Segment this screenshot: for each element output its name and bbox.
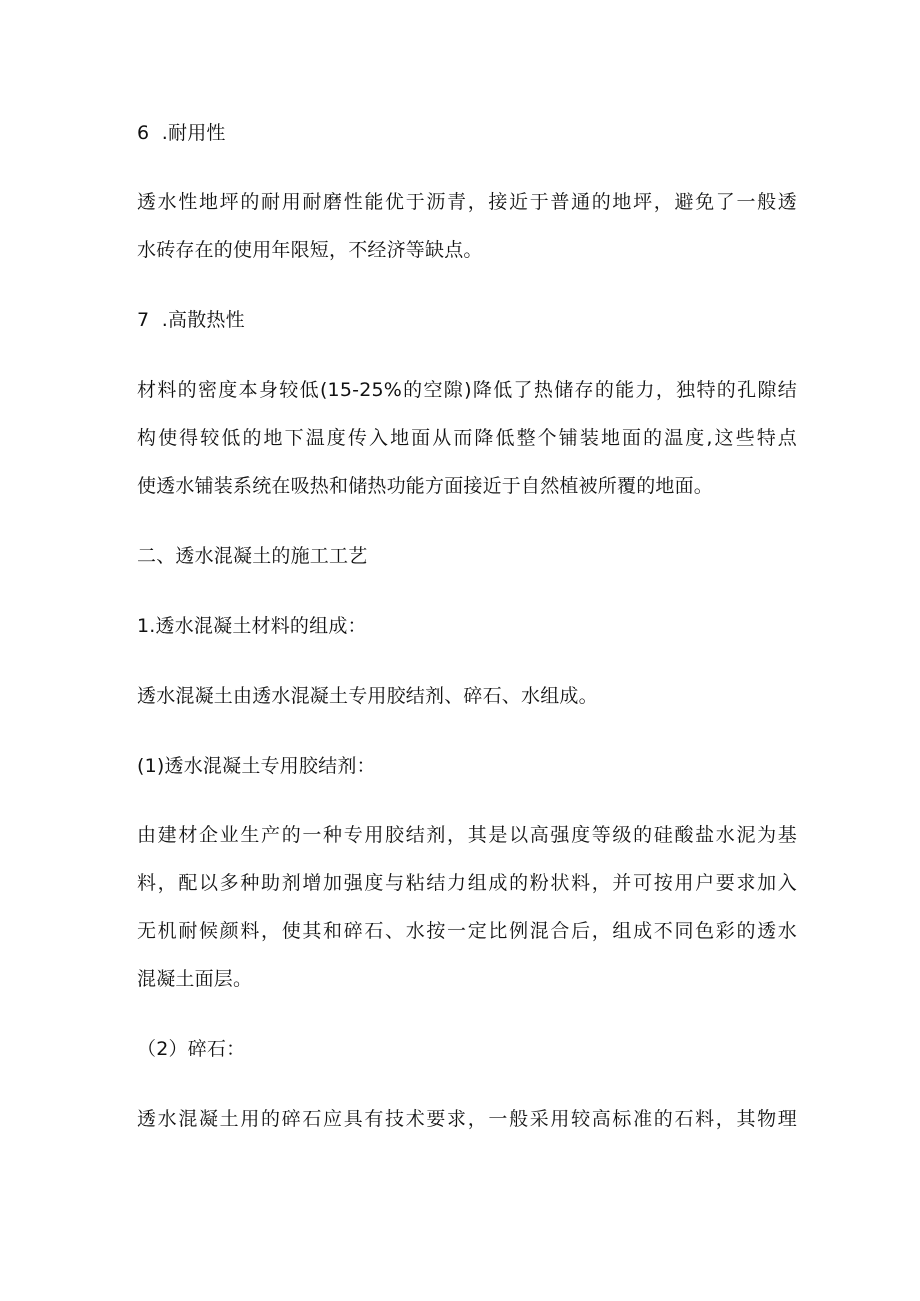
section-6-heading: 6 .耐用性 <box>137 122 226 144</box>
sub-1-body-line-3: 无机耐候颜料，使其和碎石、水按一定比例混合后，组成不同色彩的透水 <box>137 920 797 942</box>
sub-1-body-line-2: 料，配以多种助剂增加强度与粘结力组成的粉状料，并可按用户要求加入 <box>137 872 797 894</box>
item-1-body: 透水混凝土由透水混凝土专用胶结剂、碎石、水组成。 <box>137 685 598 707</box>
section-6-body-line-2: 水砖存在的使用年限短，不经济等缺点。 <box>137 239 483 261</box>
item-1-heading: 1.透水混凝土材料的组成： <box>137 615 367 637</box>
sub-1-body-line-1: 由建材企业生产的一种专用胶结剂，其是以高强度等级的硅酸盐水泥为基 <box>137 824 797 846</box>
sub-2-body-line-1: 透水混凝土用的碎石应具有技术要求，一般采用较高标准的石料，其物理 <box>137 1108 797 1130</box>
section-6-body-line-1: 透水性地坪的耐用耐磨性能优于沥青，接近于普通的地坪，避免了一般透 <box>137 191 797 213</box>
sub-1-heading: (1)透水混凝土专用胶结剂： <box>137 755 376 777</box>
section-7-body-line-1: 材料的密度本身较低(15-25%的空隙)降低了热储存的能力，独特的孔隙结 <box>137 379 797 401</box>
section-7-body-line-3: 使透水铺装系统在吸热和储热功能方面接近于自然植被所覆的地面。 <box>137 475 714 497</box>
section-7-body-line-2: 构使得较低的地下温度传入地面从而降低整个铺装地面的温度,这些特点 <box>137 427 797 449</box>
sub-2-heading: （2）碎石： <box>137 1038 246 1060</box>
section-7-heading: 7 .高散热性 <box>137 309 245 331</box>
part-2-heading: 二、透水混凝土的施工工艺 <box>137 545 368 567</box>
sub-1-body-line-4: 混凝土面层。 <box>137 968 253 990</box>
